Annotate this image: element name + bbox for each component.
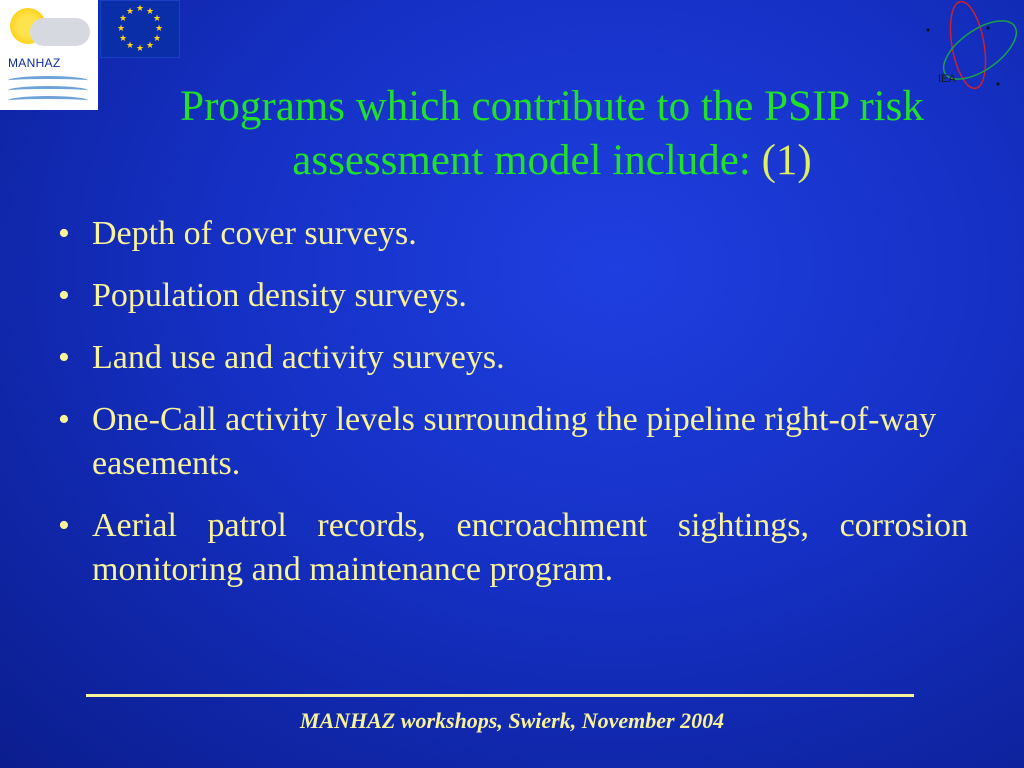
bullet-icon: • [58,507,70,544]
manhaz-logo-label: MANHAZ [8,56,61,70]
svg-text:★: ★ [116,24,126,34]
eu-stars-icon [101,1,179,57]
bullet-icon: • [58,339,70,376]
svg-text:★: ★ [118,14,128,24]
wave-icon [8,86,88,95]
bullet-icon: • [58,401,70,438]
bullet-text: Land use and activity surveys. [92,339,505,376]
slide-title-suffix: (1) [761,137,812,184]
footer-text: MANHAZ workshops, Swierk, November 2004 [299,708,725,733]
eu-flag-logo [100,0,180,58]
svg-text:★: ★ [145,7,155,17]
svg-text:★: ★ [135,44,145,54]
svg-text:★: ★ [118,34,128,44]
svg-text:★: ★ [152,14,162,24]
bullet-text: Aerial patrol records, encroachment sightings, corrosion monitoring and maintenance program. [92,507,968,588]
iea-logo-label: IEA [938,73,956,85]
svg-text:★: ★ [152,34,162,44]
svg-text:★: ★ [145,41,155,51]
svg-text:★: ★ [125,7,135,17]
slide-title-main: Programs which contribute to the PSIP risk assessment model include: [180,83,924,184]
bullet-list [58,212,968,610]
bullet-icon: • [58,215,70,252]
footer-divider [86,694,914,697]
wave-icon [8,96,88,105]
bullet-text: Population density surveys. [92,277,467,314]
slide-title [92,80,1012,188]
bullet-text: One-Call activity levels surrounding the pipeline right-of-way easements. [92,401,937,482]
list-item [58,274,968,318]
wave-icon [8,76,88,85]
list-item [58,212,968,256]
bullet-icon: • [58,277,70,314]
list-item [58,504,968,592]
cloud-icon [30,18,90,46]
manhaz-logo [0,0,98,110]
svg-text:★: ★ [154,24,164,34]
list-item [58,398,968,486]
svg-text:★: ★ [135,4,145,14]
list-item [58,336,968,380]
bullet-text: Depth of cover surveys. [92,215,417,252]
svg-text:★: ★ [125,41,135,51]
